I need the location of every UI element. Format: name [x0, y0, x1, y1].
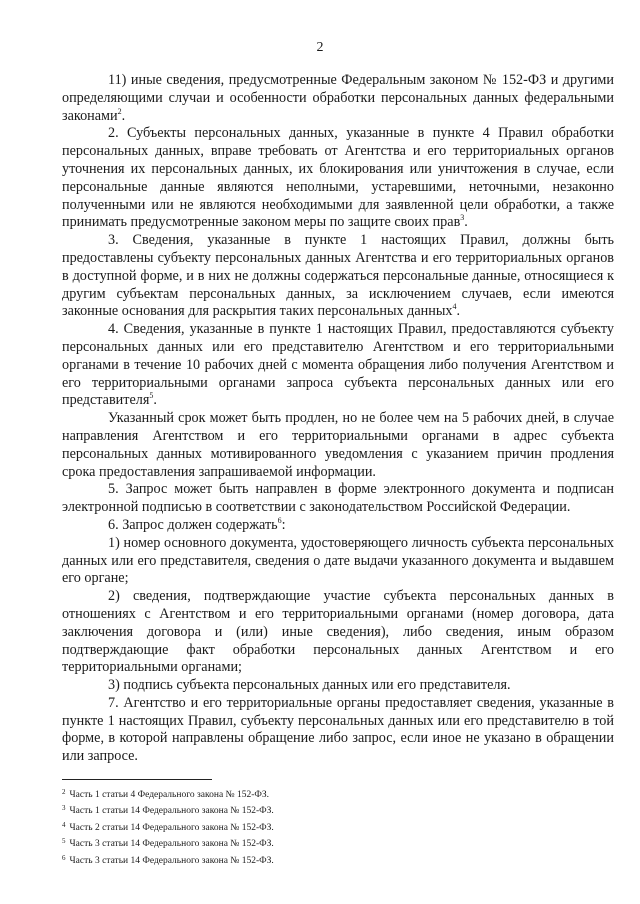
footnotes	[62, 786, 614, 868]
paragraph-item-11: 11) иные сведения, предусмотренные Федеральным законом № 152-ФЗ и другими определяющими случаи и особенности обработки персональных данных федеральными законами$^2$.	[62, 72, 614, 124]
footnote: $^5$ Часть 3 статьи 14 Федерального закона № 152-ФЗ.	[62, 837, 274, 850]
footnote: $^2$ Часть 1 статьи 4 Федерального закона № 152-ФЗ.	[62, 788, 270, 800]
paragraph-4-term: Указанный срок может быть продлен, но не более чем на 5 рабочих дней, в случае направления Агентством и его территориальными органами в адрес субъекта персональных данных мотивированного уведомления с указанием причин продления срока предоставления запрашиваемой информации.	[62, 410, 614, 480]
paragraph-6-item-2: 2) сведения, подтверждающие участие субъекта персональных данных в отношениях с Агентством и его территориальными органами (номер договора, дата заключения договора и (или) иные сведения), либо сведения, иным образом подтверждающие факт обработки персональных данных Агентством и его территориальными органами;	[62, 588, 614, 676]
paragraph-7: 7. Агентство и его территориальные органы предоставляет сведения, указанные в пункте 1 настоящих Правил, субъекту персональных данных или его представителю в той форме, в которой направлены обращение либо запрос, если иное не указано в обращении или запросе.	[62, 694, 614, 765]
paragraph-5: 5. Запрос может быть направлен в форме электронного документа и подписан электронной подписью в соответствии с законодательством Российской Федерации.	[62, 481, 614, 516]
page-number: 2	[316, 40, 324, 55]
footnote-ref: 2	[117, 106, 122, 116]
paragraph-4: 4. Сведения, указанные в пункте 1 настоящих Правил, предоставляются субъекту персональных данных или его представителю Агентством и его территориальными органами в течение 10 рабочих дней с момента обращения либо получения Агентством и его территориальными органами запроса субъекта персональных данных или его представителя$^5$.	[62, 321, 614, 409]
footnote-divider	[62, 779, 212, 780]
footnote: $^3$ Часть 1 статьи 14 Федерального закона № 152-ФЗ.	[62, 804, 274, 817]
footnote-ref: 3	[460, 213, 465, 223]
footnote: $^6$ Часть 3 статьи 14 Федерального закона № 152-ФЗ.	[62, 853, 274, 866]
footnote-ref: 4	[452, 302, 457, 312]
footnote-ref: 5	[149, 391, 154, 401]
footnote-ref: 6	[277, 515, 282, 525]
body-text	[62, 72, 614, 766]
paragraph-3: 3. Сведения, указанные в пункте 1 настоящих Правил, должны быть предоставлены субъекту персональных данных Агентства и его территориальных органов в доступной форме, и в них не должны содержаться персональные данные, относящиеся к другим субъектам персональных данных, за исключением случаев, если имеются законные основания для раскрытия таких персональных данных$^4$.	[62, 232, 614, 320]
paragraph-6-item-1: 1) номер основного документа, удостоверяющего личность субъекта персональных данных или его представителя, сведения о дате выдачи указанного документа и выдавшем его органе;	[62, 534, 614, 587]
paragraph-6: 6. Запрос должен содержать$^6$:	[108, 515, 286, 533]
paragraph-6-item-3: 3) подпись субъекта персональных данных или его представителя.	[108, 677, 511, 694]
footnote: $^4$ Часть 2 статьи 14 Федерального закона № 152-ФЗ.	[62, 820, 274, 833]
paragraph-2: 2. Субъекты персональных данных, указанные в пункте 4 Правил обработки персональных данных, вправе требовать от Агентства и его территориальных органов уточнения их персональных данных, их блокирования или уничтожения в случае, если персональные данные являются неполными, устаревшими, неточными, незаконно полученными или не являются необходимыми для заявленной цели обработки, а также принимать предусмотренные законом меры по защите своих прав$^3$.	[62, 125, 614, 231]
